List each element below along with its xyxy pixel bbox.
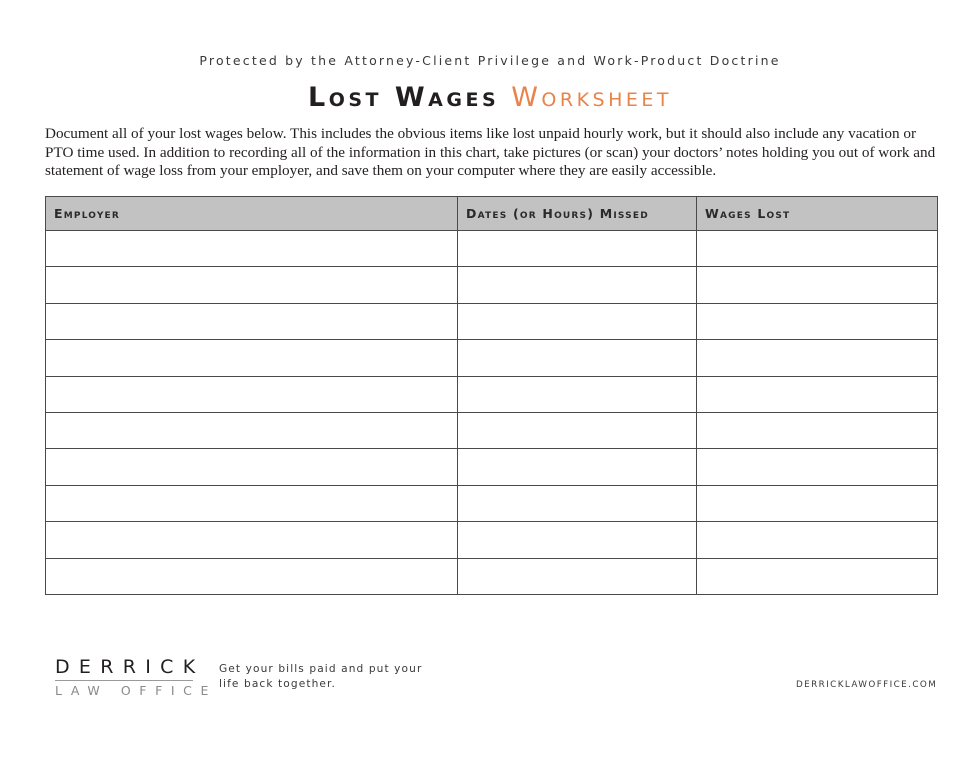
employer-cell[interactable] [46, 340, 458, 376]
wages-cell[interactable] [697, 449, 938, 485]
table-row [46, 267, 938, 303]
dates-cell[interactable] [458, 522, 697, 558]
dates-cell[interactable] [458, 231, 697, 267]
tagline-line-2: life back together. [219, 678, 336, 690]
dates-cell[interactable] [458, 449, 697, 485]
employer-input[interactable] [46, 304, 457, 339]
wages-input[interactable] [697, 522, 937, 557]
employer-cell[interactable] [46, 303, 458, 339]
employer-input[interactable] [46, 559, 457, 594]
employer-input[interactable] [46, 522, 457, 557]
logo-divider [55, 680, 193, 681]
employer-input[interactable] [46, 340, 457, 375]
employer-cell[interactable] [46, 522, 458, 558]
dates-input[interactable] [458, 340, 696, 375]
dates-input[interactable] [458, 231, 696, 266]
logo-name: DERRICK [55, 656, 205, 678]
table-row [46, 449, 938, 485]
wages-input[interactable] [697, 413, 937, 448]
employer-cell[interactable] [46, 376, 458, 412]
employer-input[interactable] [46, 486, 457, 521]
wages-cell[interactable] [697, 231, 938, 267]
wages-cell[interactable] [697, 522, 938, 558]
employer-input[interactable] [46, 449, 457, 484]
wages-cell[interactable] [697, 303, 938, 339]
logo-subtitle: LAW OFFICE [55, 683, 217, 698]
dates-input[interactable] [458, 486, 696, 521]
wages-cell[interactable] [697, 485, 938, 521]
tagline [219, 662, 422, 692]
dates-cell[interactable] [458, 558, 697, 594]
employer-cell[interactable] [46, 412, 458, 448]
table-row [46, 412, 938, 448]
dates-input[interactable] [458, 377, 696, 412]
title-lost-wages: Lost Wages [307, 82, 500, 113]
page-title [0, 82, 980, 113]
table-row [46, 522, 938, 558]
dates-cell[interactable] [458, 303, 697, 339]
dates-cell[interactable] [458, 376, 697, 412]
wages-input[interactable] [697, 304, 937, 339]
privilege-notice: Protected by the Attorney-Client Privilege and Work-Product Doctrine [199, 53, 781, 68]
employer-input[interactable] [46, 377, 457, 412]
dates-cell[interactable] [458, 267, 697, 303]
employer-cell[interactable] [46, 558, 458, 594]
employer-input[interactable] [46, 267, 457, 302]
dates-input[interactable] [458, 304, 696, 339]
dates-cell[interactable] [458, 340, 697, 376]
wages-input[interactable] [697, 486, 937, 521]
employer-cell[interactable] [46, 485, 458, 521]
wages-cell[interactable] [697, 412, 938, 448]
table-row [46, 376, 938, 412]
column-header-employer: Employer [46, 197, 458, 231]
wages-cell[interactable] [697, 340, 938, 376]
dates-input[interactable] [458, 267, 696, 302]
dates-input[interactable] [458, 522, 696, 557]
dates-cell[interactable] [458, 412, 697, 448]
table-row [46, 231, 938, 267]
lost-wages-table [45, 196, 938, 595]
wages-cell[interactable] [697, 376, 938, 412]
intro-paragraph: Document all of your lost wages below. This includes the obvious items like lost unpaid hourly work, but it should also include any vacation or PTO time used. In addition to recording all of the information in this chart, take pictures (or scan) your doctors’ notes holding you out of work and statement of wage loss from your employer, and save them on your computer where they are easily accessible. [45, 125, 936, 180]
wages-cell[interactable] [697, 267, 938, 303]
dates-cell[interactable] [458, 485, 697, 521]
dates-input[interactable] [458, 413, 696, 448]
wages-cell[interactable] [697, 558, 938, 594]
table-row [46, 303, 938, 339]
table-header-row [46, 197, 938, 231]
wages-input[interactable] [697, 231, 937, 266]
wages-input[interactable] [697, 559, 937, 594]
wages-input[interactable] [697, 377, 937, 412]
tagline-line-1: Get your bills paid and put your [219, 663, 423, 675]
table-row [46, 340, 938, 376]
employer-input[interactable] [46, 231, 457, 266]
column-header-wages-lost: Wages Lost [697, 197, 938, 231]
employer-input[interactable] [46, 413, 457, 448]
table-row [46, 485, 938, 521]
table-row [46, 558, 938, 594]
dates-input[interactable] [458, 449, 696, 484]
wages-input[interactable] [697, 340, 937, 375]
column-header-dates-missed: Dates (or Hours) Missed [458, 197, 697, 231]
website-url: DERRICKLAWOFFICE.COM [796, 680, 938, 690]
wages-input[interactable] [697, 267, 937, 302]
wages-input[interactable] [697, 449, 937, 484]
dates-input[interactable] [458, 559, 696, 594]
title-worksheet: Worksheet [511, 82, 673, 113]
derrick-law-office-logo [55, 656, 217, 698]
employer-cell[interactable] [46, 267, 458, 303]
employer-cell[interactable] [46, 449, 458, 485]
employer-cell[interactable] [46, 231, 458, 267]
